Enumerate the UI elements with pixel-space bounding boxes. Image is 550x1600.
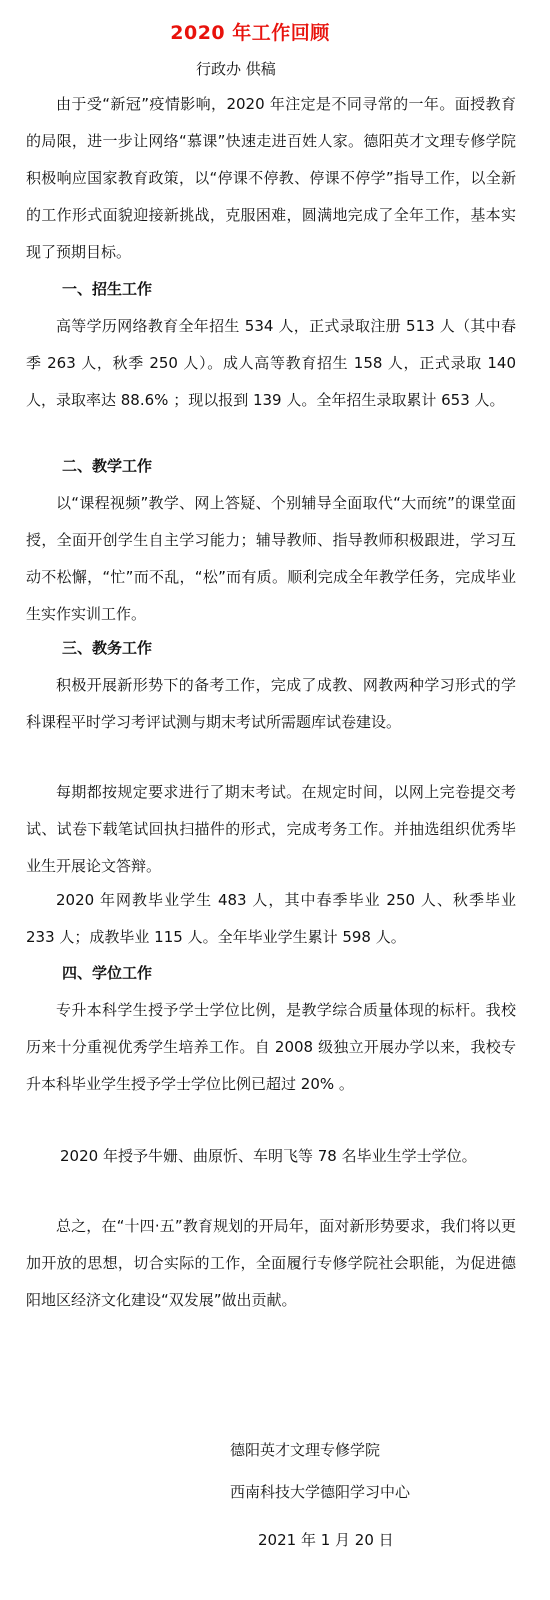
section-heading-degree: 四、学位工作	[62, 964, 153, 982]
document-byline: 行政办 供稿	[196, 60, 276, 78]
conclusion-paragraph: 总之，在“十四·五”教育规划的开局年，面对新形势要求，我们将以更加开放的思想，切合实际的工作，全面履行专修学院社会职能，为促进德阳地区经济文化建设“双发展”做出贡献。	[26, 1217, 516, 1309]
signature-date: 2021 年 1 月 20 日	[258, 1531, 394, 1549]
document-title: 2020 年工作回顾	[170, 22, 330, 44]
section-heading-teaching: 二、教学工作	[62, 457, 153, 475]
section-paragraph: 积极开展新形势下的备考工作，完成了成教、网教两种学习形式的学科课程平时学习考评试测与期末考试所需题库试卷建设。	[26, 676, 516, 731]
section-heading-academic-affairs: 三、教务工作	[62, 639, 153, 657]
signature-org-2: 西南科技大学德阳学习中心	[230, 1483, 411, 1501]
section-paragraph: 每期都按规定要求进行了期末考试。在规定时间，以网上完卷提交考试、试卷下载笔试回执扫描件的形式，完成考务工作。并抽选组织优秀毕业生开展论文答辩。	[26, 783, 516, 875]
section-paragraph: 专升本科学生授予学士学位比例，是教学综合质量体现的标杆。我校历来十分重视优秀学生培养工作。自 2008 级独立开展办学以来，我校专升本科毕业学生授予学士学位比例已超过 20% 。	[26, 1001, 516, 1093]
intro-paragraph: 由于受“新冠”疫情影响，2020 年注定是不同寻常的一年。面授教育的局限，进一步让网络“慕课”快速走进百姓人家。德阳英才文理专修学院积极响应国家教育政策，以“停课不停教、停课不停学”指导工作，以全新的工作形式面貌迎接新挑战，克服困难，圆满地完成了全年工作，基本实现了预期目标。	[26, 95, 516, 261]
signature-org-1: 德阳英才文理专修学院	[230, 1441, 381, 1459]
section-paragraph: 以“课程视频”教学、网上答疑、个别辅导全面取代“大而统”的课堂面授，全面开创学生自主学习能力；辅导教师、指导教师积极跟进，学习互动不松懈，“忙”而不乱，“松”而有质。顺利完成全年教学任务，完成毕业生实作实训工作。	[26, 494, 516, 623]
section-paragraph: 高等学历网络教育全年招生 534 人，正式录取注册 513 人（其中春季 263 人，秋季 250 人）。成人高等教育招生 158 人，正式录取 140 人，录取率达 88.6% ；现以报到 139 人。全年招生录取累计 653 人。	[26, 317, 516, 409]
section-paragraph: 2020 年网教毕业学生 483 人，其中春季毕业 250 人、秋季毕业 233 人；成教毕业 115 人。全年毕业学生累计 598 人。	[26, 891, 516, 946]
section-paragraph: 2020 年授予牛姗、曲原忻、车明飞等 78 名毕业生学士学位。	[60, 1147, 477, 1165]
section-heading-enrollment: 一、招生工作	[62, 280, 153, 298]
